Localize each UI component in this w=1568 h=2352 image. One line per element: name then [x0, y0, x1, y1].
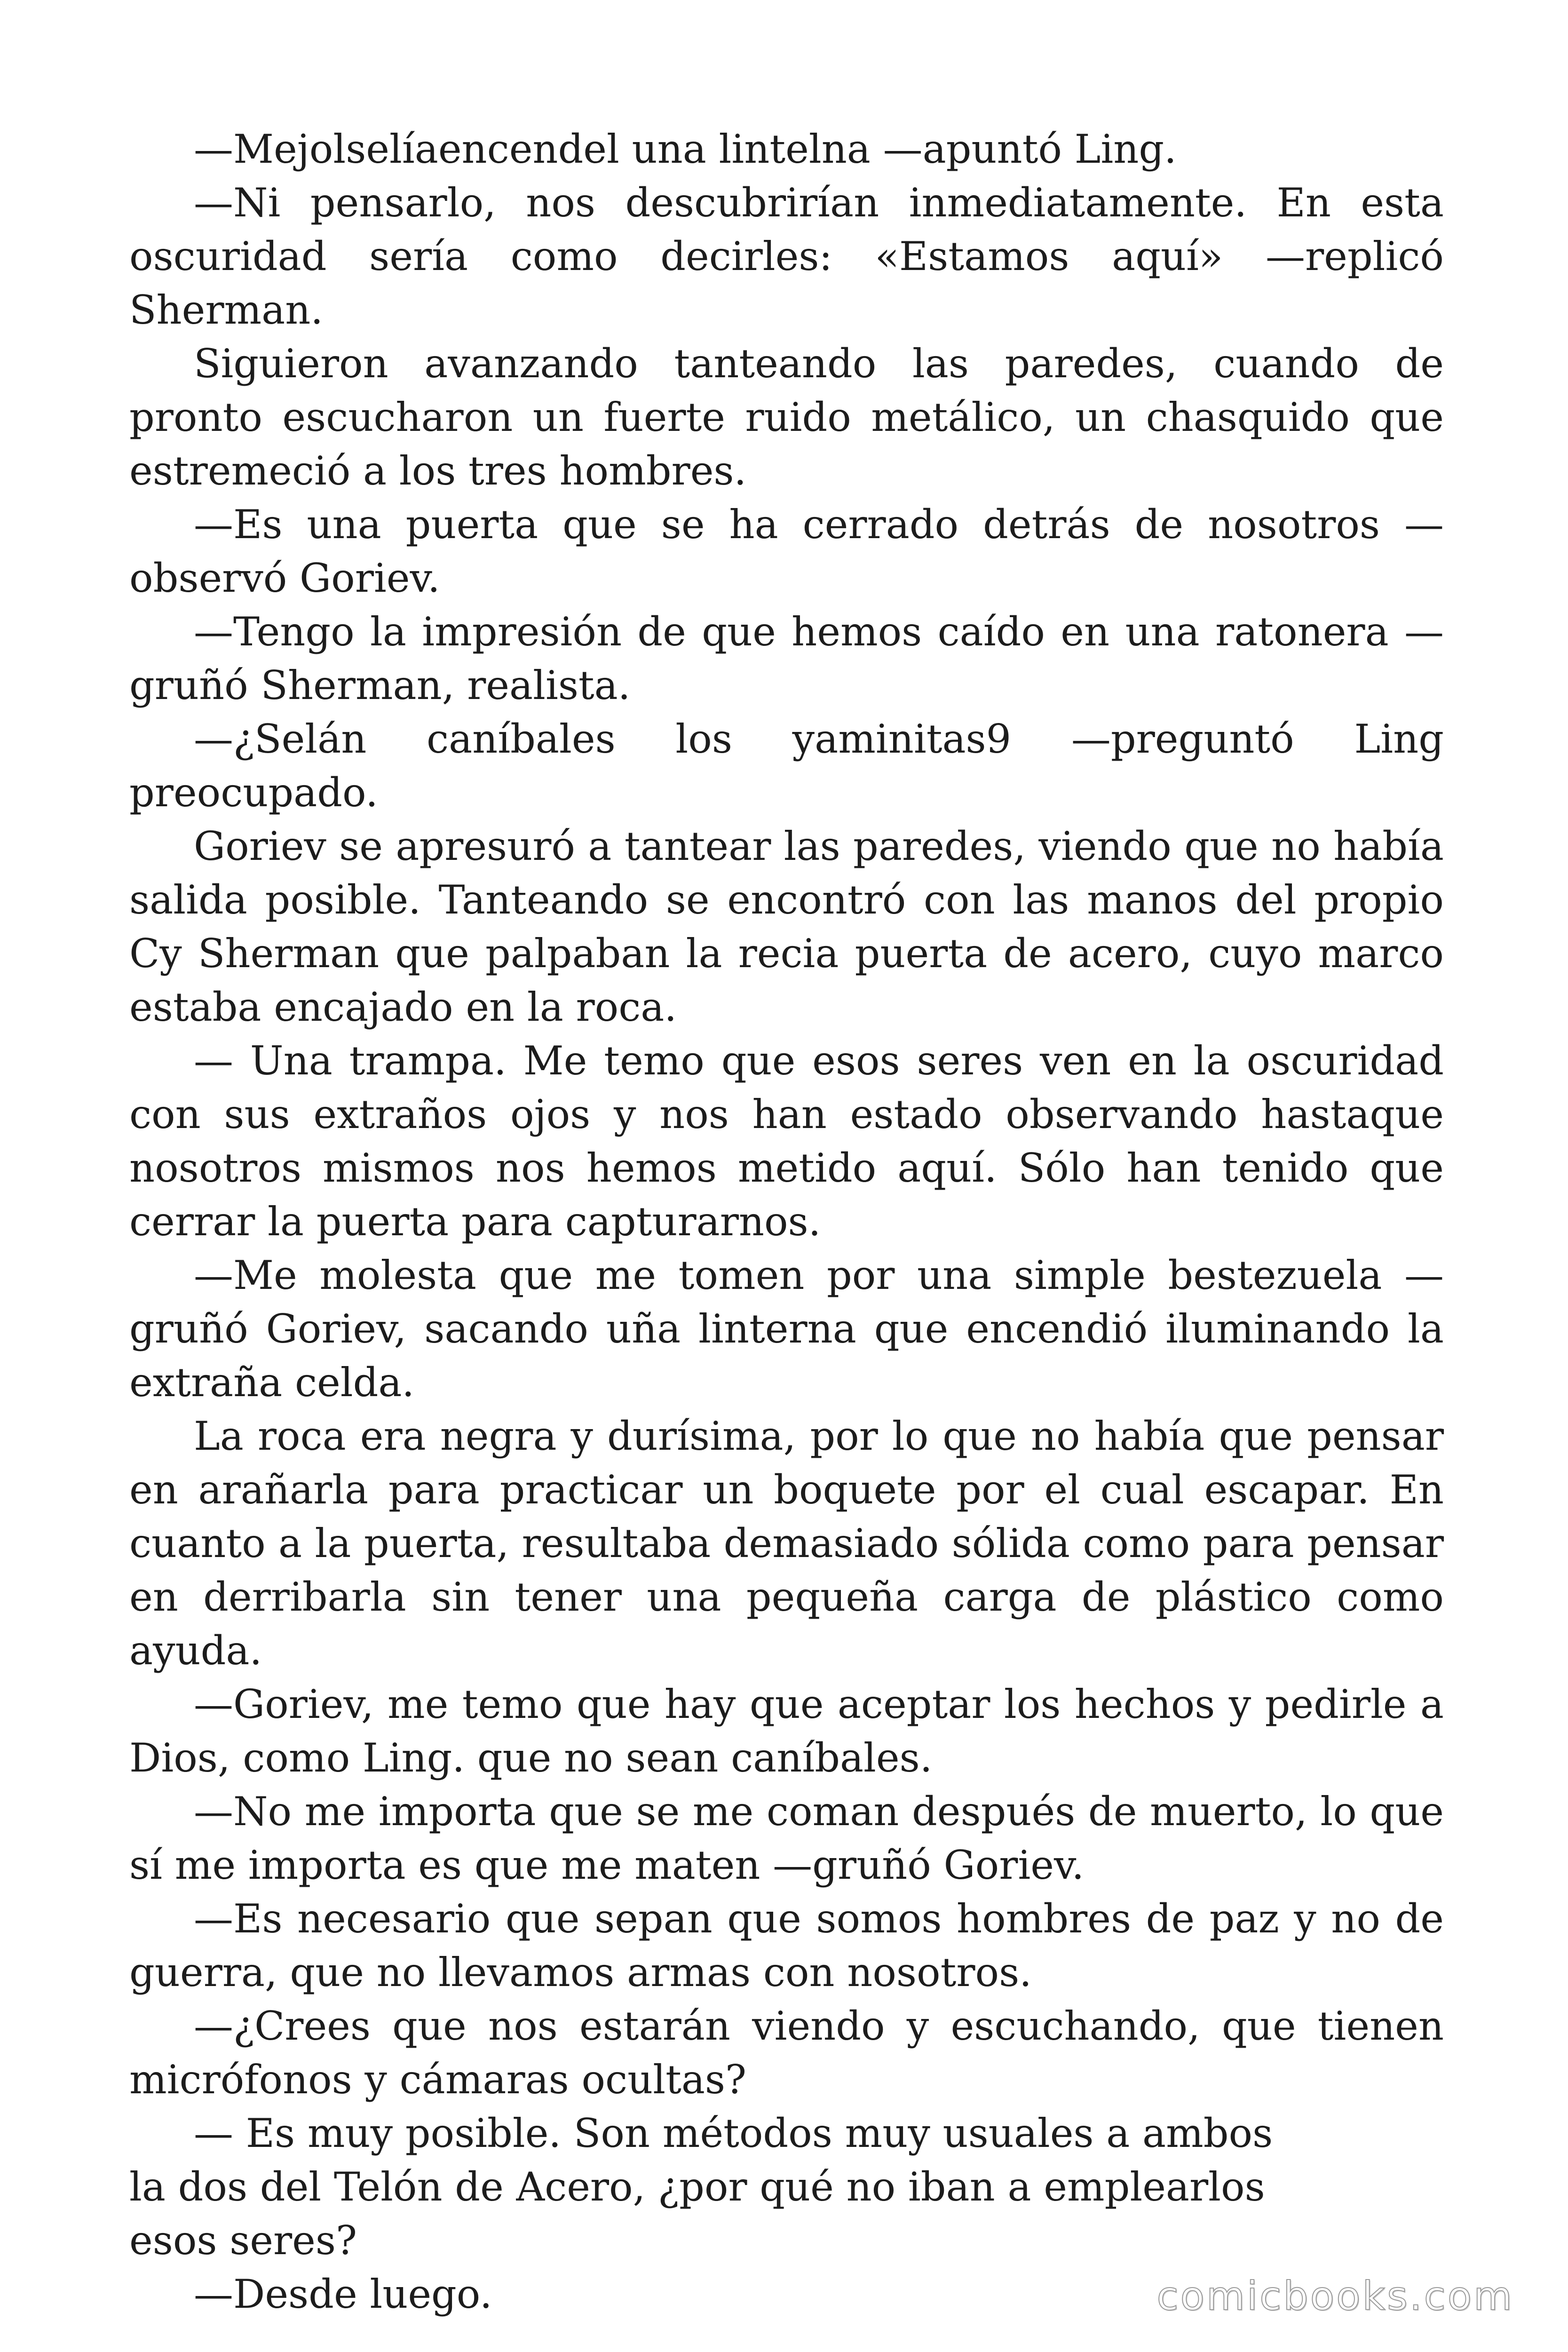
paragraph: Siguieron avanzando tanteando las paredes, cuando de pronto escucharon un fuerte ruido metálico, un chasquido que estremeció a los tres hombres.	[129, 341, 1444, 494]
paragraph: —¿Crees que nos estarán viendo y escuchando, que tienen micrófonos y cámaras ocultas?	[129, 2003, 1444, 2103]
paragraph: —Ni pensarlo, nos descubrirían inmediatamente. En esta oscuridad sería como decirles: «Estamos aquí» —replicó Sherman.	[129, 180, 1444, 333]
paragraph: — Una trampa. Me temo que esos seres ven en la oscuridad con sus extraños ojos y nos han estado observando hastaque nosotros mismos nos hemos metido aquí. Sólo han tenido que cerrar la puerta para capturarnos.	[129, 1038, 1444, 1245]
paragraph: —Es necesario que sepan que somos hombres de paz y no de guerra, que no llevamos armas con nosotros.	[129, 1896, 1444, 1995]
paragraph: —Me molesta que me tomen por una simple bestezuela —gruñó Goriev, sacando uña linterna que encendió iluminando la extraña celda.	[129, 1252, 1444, 1406]
watermark-logo: comicbooks.com	[1156, 2273, 1514, 2319]
paragraph: —Mejolselíaencendel una lintelna —apuntó Ling.	[194, 126, 1177, 172]
paragraph: —Tengo la impresión de que hemos caído en una ratonera —gruñó Sherman, realista.	[129, 609, 1444, 708]
paragraph: —No me importa que se me coman después de muerto, lo que sí me importa es que me maten —gruñó Goriev.	[129, 1788, 1444, 1888]
paragraph: —¿Selán caníbales los yaminitas9 —preguntó Ling preocupado.	[129, 716, 1444, 816]
paragraph: La roca era negra y durísima, por lo que no había que pensar en arañarla para practicar un boquete por el cual escapar. En cuanto a la puerta, resultaba demasiado sólida como para pensar en derribarla sin tener una pequeña carga de plástico como ayuda.	[129, 1413, 1444, 1674]
page-body	[129, 122, 1444, 2321]
paragraph: Goriev se apresuró a tantear las paredes, viendo que no había salida posible. Tanteando se encontró con las manos del propio Cy Sherman que palpaban la recia puerta de acero, cuyo marco estaba encajado en la roca.	[129, 823, 1444, 1030]
paragraph: — Es muy posible. Son métodos muy usuales a ambos la dos del Telón de Acero, ¿por qué no iban a emplearlos esos seres?	[129, 2110, 1273, 2264]
paragraph: —Desde luego.	[194, 2271, 492, 2317]
paragraph: —Es una puerta que se ha cerrado detrás de nosotros —observó Goriev.	[129, 501, 1444, 601]
paragraph: —Goriev, me temo que hay que aceptar los hechos y pedirle a Dios, como Ling. que no sean caníbales.	[129, 1681, 1444, 1781]
